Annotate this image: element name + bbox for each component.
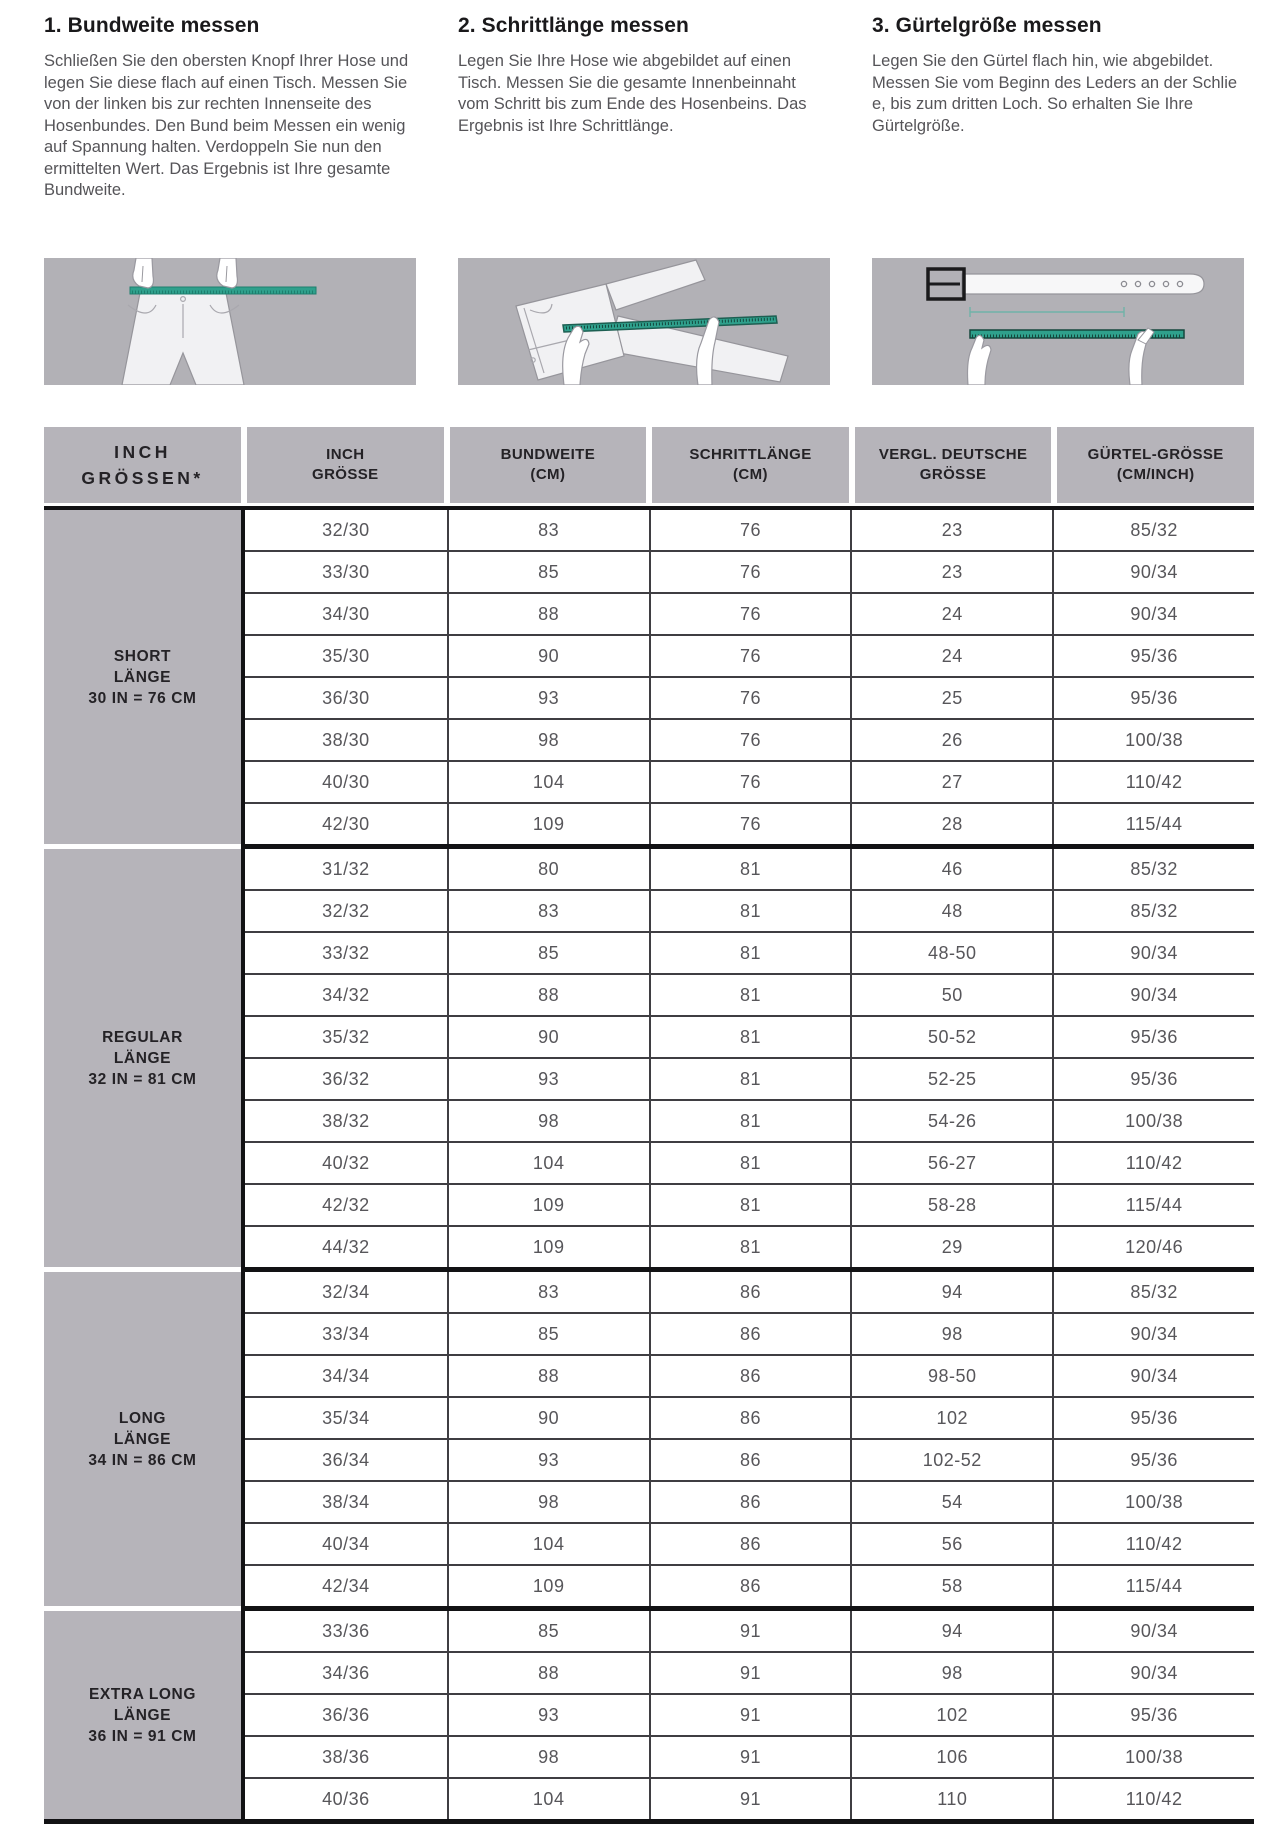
table-cell: 34/30 <box>322 603 370 624</box>
section-label-line: LÄNGE <box>113 1430 172 1448</box>
column-header-line: (CM/INCH) <box>1116 466 1195 483</box>
table-cell: 44/32 <box>322 1236 370 1257</box>
section-label-line: LONG <box>118 1409 167 1427</box>
instruction-title: 1. Bundweite messen <box>44 14 260 37</box>
table-cell: 85/32 <box>1052 849 1254 889</box>
section-label-line: 36 IN = 91 CM <box>88 1727 197 1745</box>
table-cell: 56 <box>850 1524 1052 1564</box>
column-header <box>855 427 1052 503</box>
table-cell: 83 <box>447 891 649 931</box>
table-cell: 115/44 <box>1052 804 1254 844</box>
table-cell: 93 <box>447 1695 649 1735</box>
table-cell: 34/36 <box>322 1662 370 1683</box>
table-cell: 93 <box>447 678 649 718</box>
section-label-lines <box>88 1027 196 1090</box>
table-cell: 86 <box>649 1440 851 1480</box>
table-cell: 90 <box>447 636 649 676</box>
table-row <box>245 1779 1254 1819</box>
table-cell: 98 <box>447 1482 649 1522</box>
table-cell: 40/30 <box>322 771 370 792</box>
section-label <box>44 1272 241 1606</box>
table-cell: 35/32 <box>322 1026 370 1047</box>
table-cell: 86 <box>649 1566 851 1606</box>
table-cell: 29 <box>850 1227 1052 1267</box>
table-cell: 88 <box>447 975 649 1015</box>
table-cell: 42/30 <box>322 813 370 834</box>
table-cell: 76 <box>649 678 851 718</box>
table-row <box>245 1695 1254 1737</box>
table-cell: 90/34 <box>1052 1653 1254 1693</box>
table-body <box>44 506 1254 1824</box>
instruction-bundweite <box>44 14 416 385</box>
table-row <box>245 891 1254 933</box>
table-cell: 36/32 <box>322 1068 370 1089</box>
table-cell: 90/34 <box>1052 1356 1254 1396</box>
table-cell: 85/32 <box>1052 891 1254 931</box>
table-cell: 95/36 <box>1052 1059 1254 1099</box>
section-label-line: 32 IN = 81 CM <box>88 1070 197 1088</box>
table-row <box>245 804 1254 844</box>
table-cell: 48-50 <box>850 933 1052 973</box>
column-header-line: GÜRTEL-GRÖSSE <box>1087 446 1224 463</box>
section-label <box>44 849 241 1267</box>
table-cell: 36/30 <box>322 687 370 708</box>
table-cell: 95/36 <box>1052 1440 1254 1480</box>
table-cell: 110/42 <box>1052 1143 1254 1183</box>
table-cell: 52-25 <box>850 1059 1052 1099</box>
table-cell: 81 <box>649 1059 851 1099</box>
table-row <box>245 1611 1254 1653</box>
table-cell: 25 <box>850 678 1052 718</box>
table-cell: 32/30 <box>322 519 370 540</box>
table-cell: 81 <box>649 1017 851 1057</box>
table-cell: 106 <box>850 1737 1052 1777</box>
table-cell: 76 <box>649 804 851 844</box>
table-cell: 115/44 <box>1052 1566 1254 1606</box>
table-cell: 83 <box>447 1272 649 1312</box>
table-cell: 94 <box>850 1272 1052 1312</box>
table-cell: 35/34 <box>322 1407 370 1428</box>
table-cell: 33/36 <box>322 1620 370 1641</box>
table-cell: 33/30 <box>322 561 370 582</box>
table-cell: 32/32 <box>322 900 370 921</box>
table-row <box>245 1185 1254 1227</box>
column-header-line: GRÖSSE <box>919 466 987 483</box>
table-row <box>245 849 1254 891</box>
table-row <box>245 1524 1254 1566</box>
table-section <box>44 849 1254 1272</box>
table-row <box>245 1314 1254 1356</box>
table-cell: 24 <box>850 594 1052 634</box>
table-cell: 40/36 <box>322 1788 370 1809</box>
table-cell: 115/44 <box>1052 1185 1254 1225</box>
table-section <box>44 1272 1254 1611</box>
column-header <box>247 427 444 503</box>
table-row <box>245 1143 1254 1185</box>
table-cell: 109 <box>447 804 649 844</box>
instruction-text: Legen Sie den Gürtel flach hin, wie abgebildet. Messen Sie vom Beginn des Leders an der Schlie e, bis zum dritten Loch. So erhalten Sie Ihre Gürtelgröße. <box>872 52 1238 135</box>
table-cell: 98 <box>447 1737 649 1777</box>
table-cell: 81 <box>649 933 851 973</box>
column-header-line: BUNDWEITE <box>500 446 596 463</box>
table-cell: 90/34 <box>1052 975 1254 1015</box>
table-section <box>44 1611 1254 1819</box>
table-cell: 38/30 <box>322 729 370 750</box>
table-row <box>245 1653 1254 1695</box>
table-cell: 23 <box>850 552 1052 592</box>
table-cell: 50-52 <box>850 1017 1052 1057</box>
table-row <box>245 1737 1254 1779</box>
table-cell: 24 <box>850 636 1052 676</box>
table-cell: 28 <box>850 804 1052 844</box>
table-row <box>245 1272 1254 1314</box>
instruction-text-block <box>44 14 416 258</box>
table-header <box>44 427 1254 503</box>
instruction-text-block <box>458 14 830 258</box>
table-cell: 46 <box>850 849 1052 889</box>
column-header <box>652 427 849 503</box>
table-cell: 95/36 <box>1052 636 1254 676</box>
section-label-lines <box>88 1408 196 1471</box>
table-cell: 104 <box>447 762 649 802</box>
table-cell: 98 <box>850 1653 1052 1693</box>
table-row <box>245 1227 1254 1267</box>
table-row <box>245 720 1254 762</box>
table-cell: 81 <box>649 1143 851 1183</box>
table-cell: 86 <box>649 1314 851 1354</box>
table-cell: 40/32 <box>322 1152 370 1173</box>
table-cell: 81 <box>649 1227 851 1267</box>
table-cell: 35/30 <box>322 645 370 666</box>
table-cell: 85/32 <box>1052 1272 1254 1312</box>
table-cell: 95/36 <box>1052 1695 1254 1735</box>
instruction-schrittlaenge <box>458 14 830 385</box>
section-rows <box>241 1611 1254 1819</box>
column-header-line: (CM) <box>530 466 566 483</box>
table-cell: 104 <box>447 1779 649 1819</box>
table-cell: 80 <box>447 849 649 889</box>
table-cell: 100/38 <box>1052 720 1254 760</box>
column-header-line: INCH <box>326 446 365 463</box>
section-label-lines <box>88 1684 196 1747</box>
table-row <box>245 1482 1254 1524</box>
table-cell: 110 <box>850 1779 1052 1819</box>
table-cell: 110/42 <box>1052 762 1254 802</box>
table-cell: 88 <box>447 594 649 634</box>
table-cell: 26 <box>850 720 1052 760</box>
table-cell: 27 <box>850 762 1052 802</box>
table-cell: 93 <box>447 1059 649 1099</box>
table-row <box>245 678 1254 720</box>
table-cell: 85 <box>447 552 649 592</box>
instruction-title: 2. Schrittlänge messen <box>458 14 689 37</box>
column-header <box>1057 427 1254 503</box>
table-row <box>245 762 1254 804</box>
table-cell: 33/34 <box>322 1323 370 1344</box>
table-cell: 90/34 <box>1052 594 1254 634</box>
table-row <box>245 1356 1254 1398</box>
table-cell: 100/38 <box>1052 1101 1254 1141</box>
table-cell: 102 <box>850 1695 1052 1735</box>
row-header-cell <box>44 427 241 503</box>
table-cell: 76 <box>649 552 851 592</box>
table-cell: 94 <box>850 1611 1052 1651</box>
table-row <box>245 510 1254 552</box>
table-cell: 58-28 <box>850 1185 1052 1225</box>
table-cell: 23 <box>850 510 1052 550</box>
table-cell: 91 <box>649 1737 851 1777</box>
table-row <box>245 1440 1254 1482</box>
table-cell: 91 <box>649 1653 851 1693</box>
instruction-text: Schließen Sie den obersten Knopf Ihrer Hose und legen Sie diese flach auf einen Tisch. Messen Sie von der linken bis zur rechten Innenseite des Hosenbundes. Den Bund beim Messen ein wenig auf Spannung halten. Verdoppeln Sie nun den ermittelten Wert. Das Ergebnis ist Ihre gesamte Bundweite. <box>44 52 409 199</box>
table-row <box>245 1017 1254 1059</box>
table-cell: 86 <box>649 1524 851 1564</box>
section-label-line: LÄNGE <box>113 1706 172 1724</box>
table-cell: 85 <box>447 933 649 973</box>
table-row <box>245 1566 1254 1606</box>
table-cell: 91 <box>649 1695 851 1735</box>
section-label <box>44 1611 241 1819</box>
table-cell: 34/32 <box>322 984 370 1005</box>
table-cell: 54 <box>850 1482 1052 1522</box>
table-cell: 91 <box>649 1779 851 1819</box>
table-cell: 58 <box>850 1566 1052 1606</box>
table-cell: 91 <box>649 1611 851 1651</box>
table-cell: 81 <box>649 975 851 1015</box>
section-label-line: LÄNGE <box>113 1049 172 1067</box>
section-label-line: EXTRA LONG <box>88 1685 197 1703</box>
section-label-lines <box>88 646 196 709</box>
column-header-line: VERGL. DEUTSCHE <box>878 446 1028 463</box>
table-cell: 109 <box>447 1227 649 1267</box>
section-label-line: REGULAR <box>102 1028 183 1046</box>
section-rows <box>241 1272 1254 1611</box>
table-cell: 88 <box>447 1356 649 1396</box>
row-header-line: GRÖSSEN* <box>81 468 204 488</box>
table-cell: 33/32 <box>322 942 370 963</box>
table-row <box>245 636 1254 678</box>
table-cell: 85/32 <box>1052 510 1254 550</box>
table-cell: 98 <box>850 1314 1052 1354</box>
table-cell: 36/34 <box>322 1449 370 1470</box>
instruction-text-block <box>872 14 1244 258</box>
section-rows <box>241 849 1254 1272</box>
table-cell: 100/38 <box>1052 1482 1254 1522</box>
table-row <box>245 1398 1254 1440</box>
table-cell: 90/34 <box>1052 1611 1254 1651</box>
section-label-line: SHORT <box>113 647 172 665</box>
table-cell: 76 <box>649 594 851 634</box>
column-header <box>450 427 647 503</box>
table-cell: 93 <box>447 1440 649 1480</box>
table-row <box>245 594 1254 636</box>
table-row <box>245 975 1254 1017</box>
column-header-line: GRÖSSE <box>312 466 379 483</box>
table-cell: 95/36 <box>1052 1017 1254 1057</box>
table-row <box>245 552 1254 594</box>
table-cell: 83 <box>447 510 649 550</box>
table-cell: 76 <box>649 762 851 802</box>
table-cell: 56-27 <box>850 1143 1052 1183</box>
row-header-line: INCH <box>114 442 171 462</box>
table-cell: 42/32 <box>322 1194 370 1215</box>
table-cell: 90 <box>447 1017 649 1057</box>
table-cell: 104 <box>447 1524 649 1564</box>
table-cell: 110/42 <box>1052 1779 1254 1819</box>
table-cell: 38/32 <box>322 1110 370 1131</box>
section-label-line: LÄNGE <box>113 668 172 686</box>
table-cell: 86 <box>649 1398 851 1438</box>
table-cell: 81 <box>649 1185 851 1225</box>
table-cell: 85 <box>447 1611 649 1651</box>
belt-measure-illustration <box>872 258 1244 385</box>
table-cell: 81 <box>649 849 851 889</box>
table-cell: 54-26 <box>850 1101 1052 1141</box>
table-cell: 104 <box>447 1143 649 1183</box>
table-row <box>245 1101 1254 1143</box>
table-cell: 98 <box>447 720 649 760</box>
table-cell: 81 <box>649 891 851 931</box>
table-cell: 95/36 <box>1052 678 1254 718</box>
table-cell: 86 <box>649 1356 851 1396</box>
instruction-title: 3. Gürtelgröße messen <box>872 14 1102 37</box>
table-cell: 90/34 <box>1052 552 1254 592</box>
table-cell: 36/36 <box>322 1704 370 1725</box>
section-label <box>44 510 241 844</box>
table-cell: 34/34 <box>322 1365 370 1386</box>
table-cell: 110/42 <box>1052 1524 1254 1564</box>
table-cell: 76 <box>649 636 851 676</box>
table-cell: 102-52 <box>850 1440 1052 1480</box>
table-cell: 76 <box>649 720 851 760</box>
table-cell: 32/34 <box>322 1281 370 1302</box>
table-cell: 109 <box>447 1566 649 1606</box>
table-row <box>245 933 1254 975</box>
section-label-line: 30 IN = 76 CM <box>88 689 197 707</box>
table-cell: 88 <box>447 1653 649 1693</box>
table-cell: 90/34 <box>1052 933 1254 973</box>
table-cell: 98-50 <box>850 1356 1052 1396</box>
table-cell: 109 <box>447 1185 649 1225</box>
table-cell: 31/32 <box>322 858 370 879</box>
section-rows <box>241 510 1254 849</box>
pants-inseam-measure-illustration <box>458 258 830 385</box>
instructions-row <box>0 0 1280 385</box>
size-chart-table <box>44 427 1254 1824</box>
table-cell: 38/36 <box>322 1746 370 1767</box>
pants-waist-measure-illustration <box>44 258 416 385</box>
table-cell: 40/34 <box>322 1533 370 1554</box>
table-row <box>245 1059 1254 1101</box>
table-cell: 48 <box>850 891 1052 931</box>
table-cell: 95/36 <box>1052 1398 1254 1438</box>
table-cell: 86 <box>649 1272 851 1312</box>
instruction-guertel <box>872 14 1244 385</box>
table-cell: 81 <box>649 1101 851 1141</box>
table-cell: 90 <box>447 1398 649 1438</box>
table-cell: 100/38 <box>1052 1737 1254 1777</box>
table-cell: 120/46 <box>1052 1227 1254 1267</box>
table-cell: 102 <box>850 1398 1052 1438</box>
table-cell: 50 <box>850 975 1052 1015</box>
column-header-line: (CM) <box>733 466 768 483</box>
table-cell: 86 <box>649 1482 851 1522</box>
section-label-line: 34 IN = 86 CM <box>88 1451 197 1469</box>
table-cell: 76 <box>649 510 851 550</box>
table-cell: 98 <box>447 1101 649 1141</box>
table-cell: 38/34 <box>322 1491 370 1512</box>
table-cell: 42/34 <box>322 1575 370 1596</box>
column-header-line: SCHRITTLÄNGE <box>689 446 812 463</box>
table-section <box>44 510 1254 849</box>
table-cell: 90/34 <box>1052 1314 1254 1354</box>
instruction-text: Legen Sie Ihre Hose wie abgebildet auf einen Tisch. Messen Sie die gesamte Innenbeinnaht vom Schritt bis zum Ende des Hosenbeins. Das Ergebnis ist Ihre Schrittlänge. <box>458 52 807 135</box>
table-cell: 85 <box>447 1314 649 1354</box>
